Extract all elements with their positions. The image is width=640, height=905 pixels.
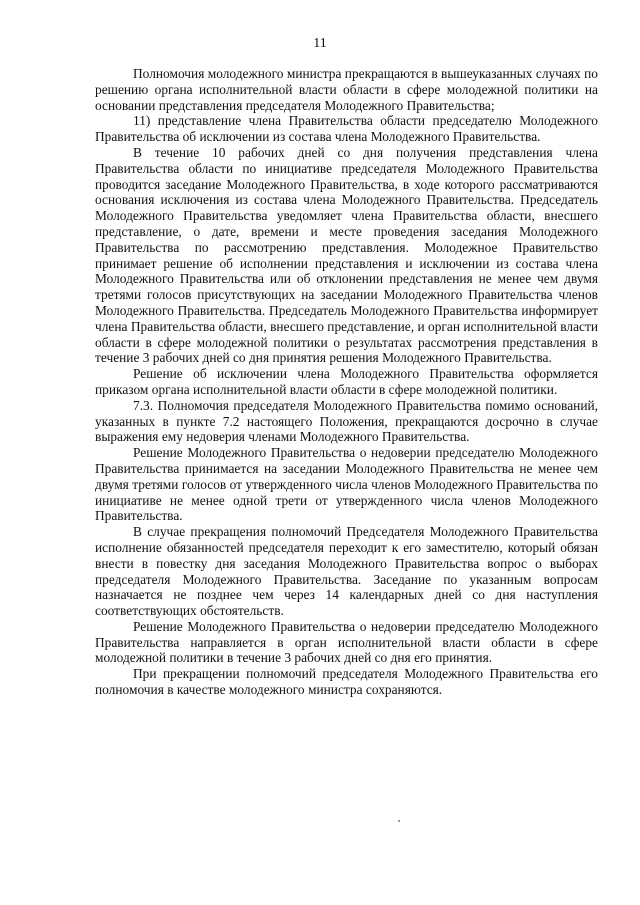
paragraph-decision-forwarding: Решение Молодежного Правительства о недоверии председателю Молодежного Правительства направляется в орган исполнительной власти области в сфере молодежной политики в течение 3 рабочих дней со дня его принятия. — [95, 618, 598, 666]
paragraph-7-3: 7.3. Полномочия председателя Молодежного Правительства помимо оснований, указанных в пункте 7.2 настоящего Положения, прекращаются досрочно в случае выражения ему недоверия членами Молодежного Правительства. — [95, 397, 598, 445]
paragraph-no-confidence-decision: Решение Молодежного Правительства о недоверии председателю Молодежного Правительства принимается на заседании Молодежного Правительства не менее чем двумя третями голосов от утвержденного числа членов Молодежного Правительства по инициативе не менее одной трети от утвержденного числа членов Молодежного Правительства. — [95, 445, 598, 524]
paragraph-minister-powers-retained: При прекращении полномочий председателя Молодежного Правительства его полномочия в качестве молодежного министра сохраняются. — [95, 666, 598, 698]
paragraph-minister-termination: Полномочия молодежного министра прекращаются в вышеуказанных случаях по решению органа исполнительной власти области в сфере молодежной политики на основании представления председателя Молодежного Правительства; — [95, 66, 598, 113]
document-body — [95, 66, 598, 698]
paragraph-item-11: 11) представление члена Правительства области председателю Молодежного Правительства об исключении из состава члена Молодежного Правительства. — [95, 113, 598, 145]
paragraph-chairman-termination: В случае прекращения полномочий Председателя Молодежного Правительства исполнение обязанностей председателя переходит к его заместителю, который обязан внести в повестку дня заседания Молодежного Правительства вопрос о выборах председателя Молодежного Правительства. Заседание по указанным вопросам назначается не позднее чем через 14 календарных дней со дня наступления соответствующих обстоятельств. — [95, 524, 598, 619]
paragraph-exclusion-order: Решение об исключении члена Молодежного Правительства оформляется приказом органа исполнительной власти области в сфере молодежной политики. — [95, 366, 598, 397]
paragraph-procedure: В течение 10 рабочих дней со дня получения представления члена Правительства области по инициативе председателя Молодежного Правительства проводится заседание Молодежного Правительства, в ходе которого рассматриваются основания исключения из состава члена Молодежного Правительства. Председатель Молодежного Правительства уведомляет члена Правительства области, внесшего представление, о дате, времени и месте проведения заседания Молодежного Правительства по рассмотрению представления. Молодежное Правительство принимает решение об исполнении представления и исключении из состава члена Молодежного Правительства или об отклонении представления не менее чем двумя третями голосов присутствующих на заседании Молодежного Правительства членов Молодежного Правительства. Председатель Молодежного Правительства информирует члена Правительства области, внесшего представление, и орган исполнительной власти области в сфере молодежной политики о результатах рассмотрения представления в течение 3 рабочих дней со дня принятия решения Молодежного Правительства. — [95, 144, 598, 366]
scan-speck — [398, 820, 400, 822]
page-number: 11 — [313, 36, 327, 51]
